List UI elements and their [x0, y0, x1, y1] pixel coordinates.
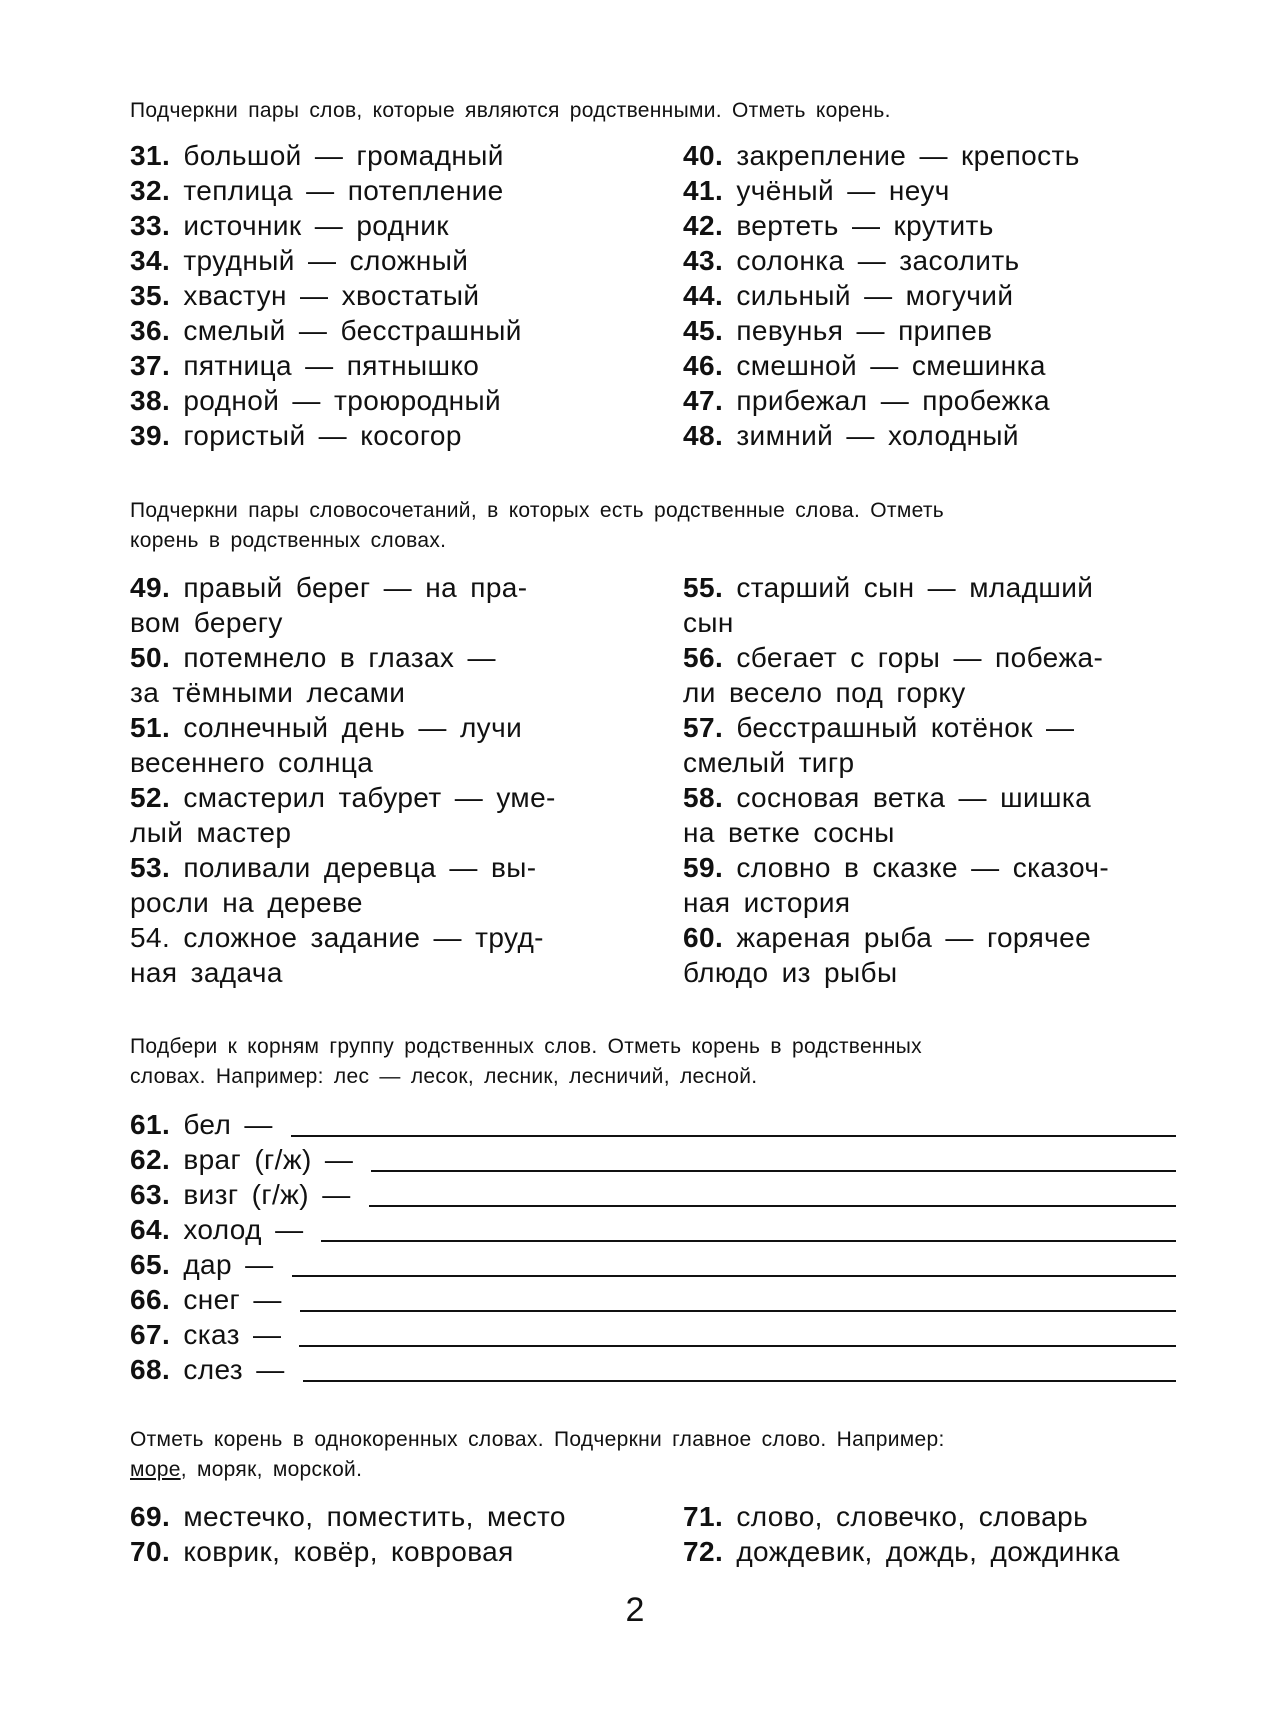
section4-right-column: [683, 1499, 1183, 1569]
exercise-58: 58. сосновая ветка — шишка на ветке сосны: [683, 782, 1092, 848]
exercise-66: 66. снег —: [130, 1282, 1190, 1317]
exercise-34: 34. трудный — сложный: [130, 245, 469, 276]
exercise-55: 55. старший сын — младший сын: [683, 572, 1094, 638]
answer-line-67[interactable]: [299, 1345, 1176, 1347]
exercise-50: 50. потемнело в глазах — за тёмными лесами: [130, 642, 496, 708]
exercise-51: 51. солнечный день — лучи весеннего солнца: [130, 712, 523, 778]
section4-left-column: [130, 1499, 610, 1569]
answer-line-62[interactable]: [371, 1170, 1176, 1172]
exercise-45: 45. певунья — припев: [683, 315, 993, 346]
exercise-37: 37. пятница — пятнышко: [130, 350, 480, 381]
answer-line-68[interactable]: [303, 1380, 1176, 1382]
exercise-33: 33. источник — родник: [130, 210, 449, 241]
section3-instruction: Подбери к корням группу родственных слов. Отметь корень в родственных словах. Например: лес — лесок, лесник, лесничий, лесной.: [130, 1035, 922, 1088]
exercise-70: 70. коврик, ковёр, ковровая: [130, 1536, 514, 1567]
exercise-46: 46. смешной — смешинка: [683, 350, 1046, 381]
exercise-62: 62. враг (г/ж) —: [130, 1142, 1190, 1177]
exercise-56: 56. сбегает с горы — побежа- ли весело под горку: [683, 642, 1104, 708]
exercise-41: 41. учёный — неуч: [683, 175, 950, 206]
exercise-52: 52. смастерил табурет — уме- лый мастер: [130, 782, 556, 848]
exercise-42: 42. вертеть — крутить: [683, 210, 994, 241]
section4-instruction: Отметь корень в однокоренных словах. Подчеркни главное слово. Например: море, моряк, морской.: [130, 1428, 945, 1481]
exercise-63: 63. визг (г/ж) —: [130, 1177, 1190, 1212]
section1-instruction: Подчеркни пары слов, которые являются родственными. Отметь корень.: [130, 99, 891, 122]
section2-left-column: [130, 570, 610, 990]
example-main-word: море: [130, 1458, 181, 1481]
exercise-48: 48. зимний — холодный: [683, 420, 1019, 451]
exercise-36: 36. смелый — бесстрашный: [130, 315, 522, 346]
exercise-43: 43. солонка — засолить: [683, 245, 1020, 276]
exercise-53: 53. поливали деревца — вы- росли на дереве: [130, 852, 537, 918]
answer-line-65[interactable]: [292, 1275, 1176, 1277]
section1-right-column: [683, 138, 1183, 453]
exercise-35: 35. хвастун — хвостатый: [130, 280, 480, 311]
answer-line-64[interactable]: [321, 1240, 1176, 1242]
exercise-49: 49. правый берег — на пра- вом берегу: [130, 572, 528, 638]
exercise-71: 71. слово, словечко, словарь: [683, 1501, 1089, 1532]
exercise-69: 69. местечко, поместить, место: [130, 1501, 566, 1532]
exercise-47: 47. прибежал — пробежка: [683, 385, 1050, 416]
exercise-67: 67. сказ —: [130, 1317, 1190, 1352]
exercise-54: 54. сложное задание — труд- ная задача: [130, 922, 544, 988]
exercise-65: 65. дар —: [130, 1247, 1190, 1282]
page-number: 2: [625, 1591, 645, 1629]
exercise-61: 61. бел —: [130, 1107, 1190, 1142]
exercise-68: 68. слез —: [130, 1352, 1190, 1387]
section2-right-column: [683, 570, 1183, 990]
answer-line-66[interactable]: [300, 1310, 1176, 1312]
exercise-72: 72. дождевик, дождь, дождинка: [683, 1536, 1120, 1567]
exercise-57: 57. бесстрашный котёнок — смелый тигр: [683, 712, 1075, 778]
section1-left-column: [130, 138, 610, 453]
exercise-39: 39. гористый — косогор: [130, 420, 462, 451]
exercise-44: 44. сильный — могучий: [683, 280, 1014, 311]
exercise-59: 59. словно в сказке — сказоч- ная история: [683, 852, 1110, 918]
answer-line-61[interactable]: [291, 1135, 1176, 1137]
section3-fill-in-list: [130, 1107, 1190, 1387]
exercise-32: 32. теплица — потепление: [130, 175, 504, 206]
answer-line-63[interactable]: [369, 1205, 1176, 1207]
exercise-60: 60. жареная рыба — горячее блюдо из рыбы: [683, 922, 1092, 988]
section2-instruction: Подчеркни пары словосочетаний, в которых есть родственные слова. Отметь корень в родственных словах.: [130, 499, 945, 552]
exercise-64: 64. холод —: [130, 1212, 1190, 1247]
exercise-40: 40. закрепление — крепость: [683, 140, 1080, 171]
exercise-38: 38. родной — троюродный: [130, 385, 502, 416]
exercise-31: 31. большой — громадный: [130, 140, 504, 171]
